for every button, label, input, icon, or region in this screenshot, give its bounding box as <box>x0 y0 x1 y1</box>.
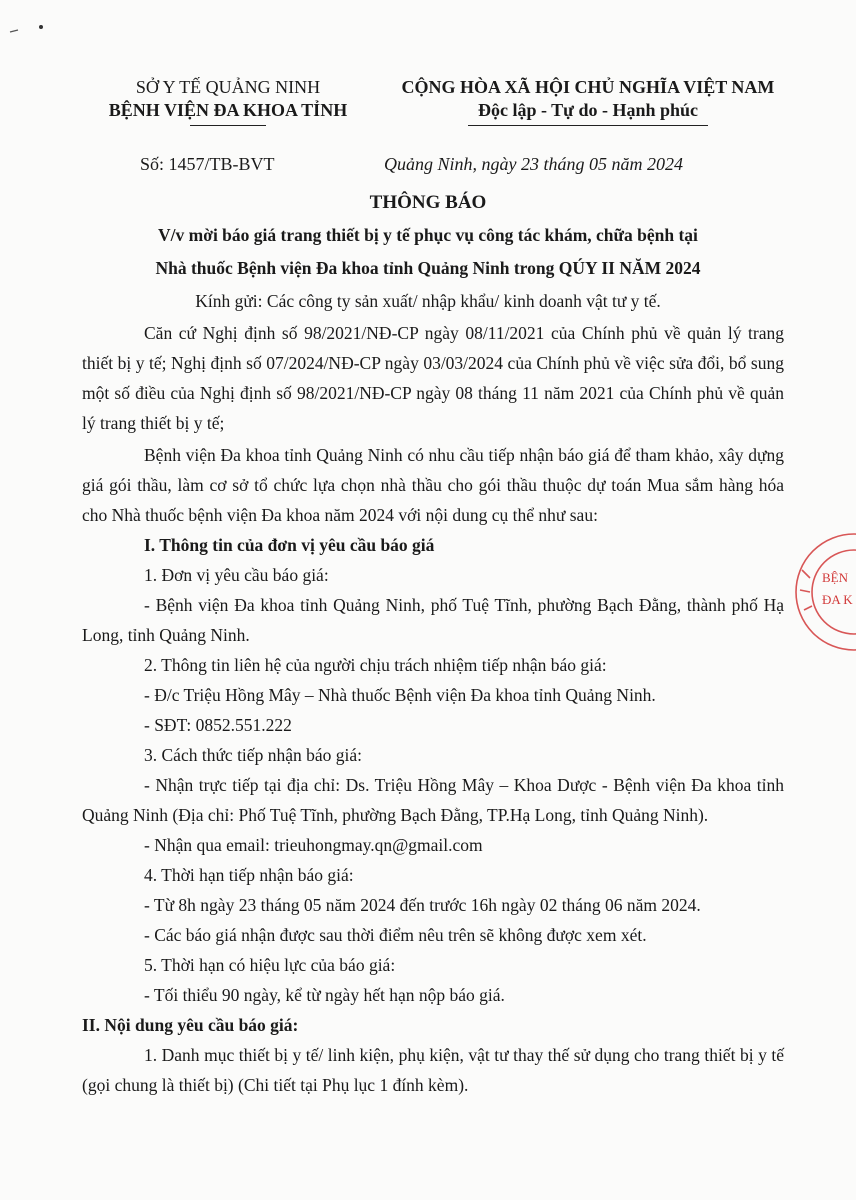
legal-basis-paragraph: Căn cứ Nghị định số 98/2021/NĐ-CP ngày 08/11/2021 của Chính phủ về quản lý trang thiết bị y tế; Nghị định số 07/2024/NĐ-CP ngày 03/03/2024 của Chính phủ về việc sửa đổi, bổ sung một số điều của Nghị định số 98/2021/NĐ-CP ngày 08 tháng 11 năm 2021 của Chính phủ về quản lý trang thiết bị y tế; <box>82 323 784 433</box>
submission-period: - Từ 8h ngày 23 tháng 05 năm 2024 đến trước 16h ngày 02 tháng 06 năm 2024. <box>144 895 701 915</box>
motto-underline <box>468 125 708 126</box>
document-title: THÔNG BÁO <box>369 192 487 213</box>
section-1-item-5: 5. Thời hạn có hiệu lực của báo giá: <box>144 955 396 975</box>
document-date: Quảng Ninh, ngày 23 tháng 05 năm 2024 <box>384 154 683 174</box>
contact-phone: - SĐT: 0852.551.222 <box>144 715 292 735</box>
direct-delivery-address: - Nhận trực tiếp tại địa chỉ: Ds. Triệu Hồng Mây – Khoa Dược - Bệnh viện Đa khoa tỉnh Quảng Ninh (Địa chỉ: Phố Tuệ Tĩnh, phường Bạch Đằng, TP.Hạ Long, tỉnh Quảng Ninh). <box>82 775 784 825</box>
email-delivery: - Nhận qua email: trieuhongmay.qn@gmail.com <box>144 835 483 855</box>
late-submission-note: - Các báo giá nhận được sau thời điểm nêu trên sẽ không được xem xét. <box>144 925 647 945</box>
subject-line-2: Nhà thuốc Bệnh viện Đa khoa tỉnh Quảng Ninh trong QÚY II NĂM 2024 <box>155 258 701 278</box>
scan-mark-icon <box>8 10 48 40</box>
national-motto-block <box>378 76 798 126</box>
issuer-hospital: BỆNH VIỆN ĐA KHOA TỈNH <box>108 100 348 120</box>
section-1-item-1-detail: - Bệnh viện Đa khoa tỉnh Quảng Ninh, phố Tuệ Tĩnh, phường Bạch Đằng, thành phố Hạ Long, tỉnh Quảng Ninh. <box>82 595 784 645</box>
document-number: Số: 1457/TB-BVT <box>140 154 275 174</box>
issuer-department: SỞ Y TẾ QUẢNG NINH <box>135 77 321 97</box>
recipient-line: Kính gửi: Các công ty sản xuất/ nhập khẩu/ kinh doanh vật tư y tế. <box>195 291 661 311</box>
section-1-item-4: 4. Thời hạn tiếp nhận báo giá: <box>144 865 354 885</box>
section-1-item-1: 1. Đơn vị yêu cầu báo giá: <box>144 565 329 585</box>
stamp-text-b: ĐA K <box>822 592 853 607</box>
subject-line-1: V/v mời báo giá trang thiết bị y tế phục vụ công tác khám, chữa bệnh tại <box>158 225 698 245</box>
issuer-block <box>92 76 364 126</box>
stamp-text-a: BỆN <box>822 570 848 585</box>
contact-person: - Đ/c Triệu Hồng Mây – Nhà thuốc Bệnh viện Đa khoa tỉnh Quảng Ninh. <box>144 685 656 705</box>
section-2-heading: II. Nội dung yêu cầu báo giá: <box>82 1015 299 1035</box>
national-title: CỘNG HÒA XÃ HỘI CHỦ NGHĨA VIỆT NAM <box>401 77 775 97</box>
official-stamp-icon <box>792 530 856 660</box>
validity-period: - Tối thiểu 90 ngày, kể từ ngày hết hạn nộp báo giá. <box>144 985 505 1005</box>
issuer-underline <box>190 125 266 126</box>
document-body <box>82 318 784 1100</box>
intro-paragraph: Bệnh viện Đa khoa tỉnh Quảng Ninh có nhu cầu tiếp nhận báo giá để tham khảo, xây dựng giá gói thầu, làm cơ sở tổ chức lựa chọn nhà thầu cho gói thầu thuộc dự toán Mua sắm hàng hóa cho Nhà thuốc bệnh viện Đa khoa năm 2024 với nội dung cụ thể như sau: <box>82 445 784 525</box>
national-motto: Độc lập - Tự do - Hạnh phúc <box>477 100 699 120</box>
section-1-heading: I. Thông tin của đơn vị yêu cầu báo giá <box>144 535 435 555</box>
section-1-item-3: 3. Cách thức tiếp nhận báo giá: <box>144 745 362 765</box>
section-2-item-1: 1. Danh mục thiết bị y tế/ linh kiện, phụ kiện, vật tư thay thế sử dụng cho trang thiết bị y tế (gọi chung là thiết bị) (Chi tiết tại Phụ lục 1 đính kèm). <box>82 1045 784 1095</box>
section-1-item-2: 2. Thông tin liên hệ của người chịu trách nhiệm tiếp nhận báo giá: <box>144 655 607 675</box>
